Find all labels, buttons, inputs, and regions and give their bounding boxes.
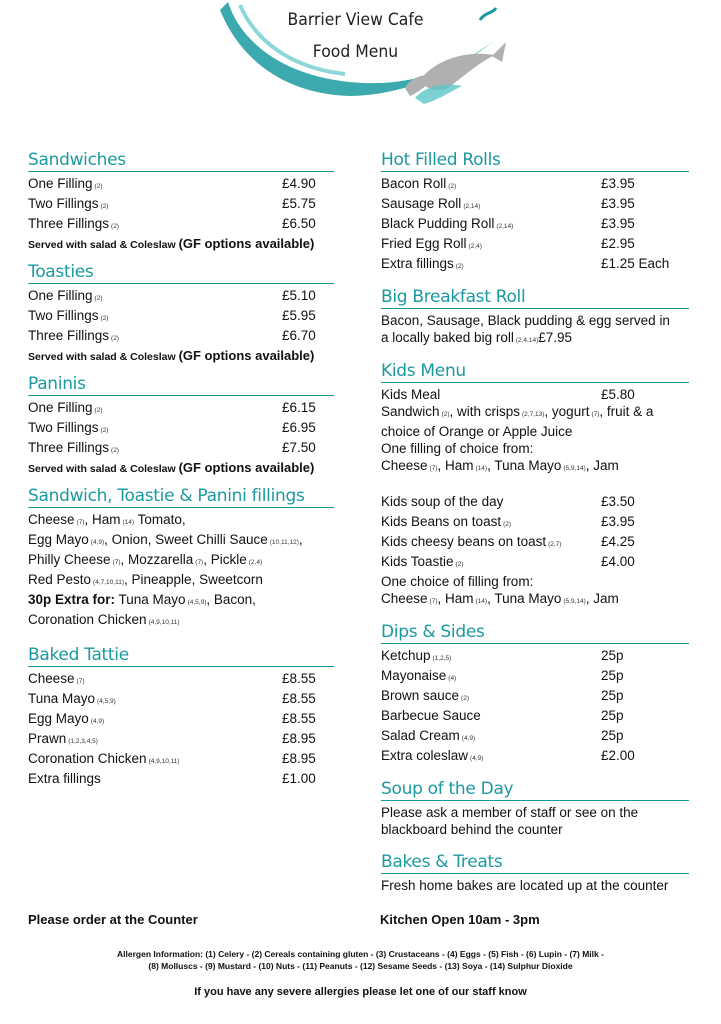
desc-text: a locally baked big roll: [381, 330, 514, 345]
gf-note: (GF options available): [178, 460, 315, 475]
item-price: £3.95: [601, 514, 635, 529]
allergen-code: (4,9): [470, 755, 484, 762]
filling: ,: [298, 532, 303, 547]
allergen-code: (2,14): [463, 203, 481, 210]
item-name: Three Fillings: [28, 216, 110, 231]
item-price: £7.50: [282, 440, 316, 455]
menu-item: [28, 399, 334, 419]
allergen-code: (14): [475, 465, 488, 472]
kids-desc: One choice of filling from:: [381, 574, 534, 589]
gf-note: (GF options available): [178, 236, 315, 251]
item-price: £1.00: [282, 771, 316, 786]
fillings-line: [28, 531, 334, 551]
allergen-code: (2): [455, 263, 464, 270]
allergen-code: (2): [455, 561, 464, 568]
menu-item: [28, 750, 334, 770]
item-price: 25p: [601, 688, 624, 703]
desc-text: , fruit & a: [599, 404, 654, 419]
menu-item: [28, 287, 334, 307]
item-price: £5.95: [282, 308, 316, 323]
item-price: £4.25: [601, 534, 635, 549]
desc-text: , Ham: [437, 591, 474, 606]
item-price: £8.95: [282, 751, 316, 766]
item-price: 25p: [601, 728, 624, 743]
allergy-warning: If you have any severe allergies please let one of our staff know: [194, 986, 527, 998]
item-price: 25p: [601, 648, 624, 663]
fillings-line: [28, 611, 334, 631]
breakfast-desc: Bacon, Sausage, Black pudding & egg served in: [381, 313, 670, 328]
allergen-code: (4,9): [90, 718, 105, 725]
item-name: Tuna Mayo: [28, 691, 96, 706]
item-name: Extra fillings: [381, 256, 454, 271]
allergen-line: (8) Molluscs - (9) Mustard - (10) Nuts - (11) Peanuts - (12) Sesame Seeds - (13) Soya - (14) Sulphur Dioxide: [148, 961, 573, 971]
item-price: 25p: [601, 668, 624, 683]
menu-item: [381, 707, 689, 727]
item-price: £8.55: [282, 711, 316, 726]
section-title: Bakes & Treats: [381, 852, 689, 874]
menu-item: [28, 419, 334, 439]
allergen-code: (2): [94, 183, 103, 190]
item-price: £3.95: [601, 216, 635, 231]
allergen-code: (4,9): [461, 735, 476, 742]
item-price: £2.95: [601, 236, 635, 251]
cafe-name: Barrier View Cafe: [287, 10, 424, 30]
menu-item: [381, 255, 689, 275]
allergen-code: (2): [100, 315, 109, 322]
allergen-code: (2,4): [248, 559, 263, 566]
allergen-info: [0, 948, 721, 972]
filling: , Pickle: [203, 552, 247, 567]
soup-desc: blackboard behind the counter: [381, 822, 563, 837]
filling: , Pineapple, Sweetcorn: [124, 572, 263, 587]
desc-text: , Ham: [437, 458, 474, 473]
allergen-code: (4,5,9): [187, 599, 207, 606]
left-column: [28, 150, 334, 798]
allergen-code: (7): [195, 559, 204, 566]
desc-text: Sandwich: [381, 404, 440, 419]
item-price: £3.50: [601, 494, 635, 509]
filling: Egg Mayo: [28, 532, 89, 547]
item-name: Coronation Chicken: [28, 751, 147, 766]
filling: Coronation Chicken: [28, 612, 147, 627]
item-name: One Filling: [28, 288, 93, 303]
item-price: £3.95: [601, 196, 635, 211]
allergen-code: (2): [111, 447, 119, 454]
item-price: £8.95: [282, 731, 316, 746]
filling: Cheese: [28, 512, 75, 527]
menu-item: [28, 730, 334, 750]
item-name: Prawn: [28, 731, 67, 746]
allergen-code: (2,4): [468, 243, 482, 250]
item-name: Kids Meal: [381, 387, 441, 402]
item-price: 25p: [601, 708, 624, 723]
item-name: Three Fillings: [28, 440, 110, 455]
allergen-code: (1,2,5): [432, 655, 452, 662]
extra-label: 30p Extra for:: [28, 592, 116, 607]
gf-note: (GF options available): [178, 348, 315, 363]
allergen-code: (7): [112, 559, 121, 566]
item-name: Two Fillings: [28, 420, 99, 435]
filling: , Onion, Sweet Chilli Sauce: [104, 532, 268, 547]
item-name: Barbecue Sauce: [381, 708, 481, 723]
filling: Red Pesto: [28, 572, 92, 587]
allergen-code: (2): [448, 183, 457, 190]
allergen-code: (2): [111, 335, 119, 342]
item-price: £6.50: [282, 216, 316, 231]
allergen-code: (2): [100, 427, 109, 434]
allergen-code: (2): [441, 411, 450, 418]
note-text: Served with salad & Coleslaw: [28, 239, 176, 251]
allergen-code: (10,11,12): [269, 539, 299, 546]
paninis-section: [28, 374, 334, 478]
menu-item: [28, 670, 334, 690]
breakfast-desc: [381, 329, 689, 349]
menu-item: [28, 175, 334, 195]
kids-desc: choice of Orange or Apple Juice: [381, 424, 573, 439]
allergen-code: (14): [122, 519, 135, 526]
bakes-section: [381, 852, 689, 894]
section-title: Kids Menu: [381, 361, 689, 383]
served-note: [28, 347, 334, 366]
item-name: Fried Egg Roll: [381, 236, 467, 251]
menu-item: [381, 667, 689, 687]
filling: , Bacon,: [206, 592, 256, 607]
menu-item: [381, 215, 689, 235]
menu-item: [381, 493, 689, 513]
toasties-section: [28, 262, 334, 366]
menu-item: [28, 690, 334, 710]
allergen-line: Allergen Information: (1) Celery - (2) Cereals containing gluten - (3) Crustaceans - (4) Eggs - (5) Fish - (6) Lupin - (7) Milk -: [117, 949, 604, 959]
allergen-code: (2,7,13): [522, 411, 545, 418]
item-name: Brown sauce: [381, 688, 460, 703]
menu-item: [381, 195, 689, 215]
menu-item: [28, 710, 334, 730]
menu-item: [28, 307, 334, 327]
item-name: One Filling: [28, 400, 93, 415]
item-name: Kids Beans on toast: [381, 514, 502, 529]
allergen-code: (2,14): [496, 223, 514, 230]
kids-desc: One filling of choice from:: [381, 441, 534, 456]
item-price: £8.55: [282, 671, 316, 686]
item-name: Bacon Roll: [381, 176, 447, 191]
soup-desc: Please ask a member of staff or see on the: [381, 805, 639, 820]
item-name: Extra coleslaw: [381, 748, 469, 763]
menu-item: [28, 215, 334, 235]
allergen-code: (7): [76, 519, 85, 526]
menu-item: [28, 195, 334, 215]
menu-item: [381, 175, 689, 195]
allergen-code: (5,9,14): [563, 598, 586, 605]
menu-item: [381, 553, 689, 573]
kids-desc: [381, 457, 689, 477]
item-price: £5.10: [282, 288, 316, 303]
item-name: Ketchup: [381, 648, 431, 663]
desc-text: , Tuna Mayo: [487, 458, 562, 473]
filling: Tomato,: [134, 512, 186, 527]
item-name: Kids Toastie: [381, 554, 454, 569]
item-price: £7.95: [538, 330, 573, 345]
menu-item: [381, 747, 689, 767]
section-title: Dips & Sides: [381, 622, 689, 644]
allergen-code: (7): [76, 678, 85, 685]
menu-item: [381, 235, 689, 255]
item-name: Egg Mayo: [28, 711, 89, 726]
item-name: Three Fillings: [28, 328, 110, 343]
section-title: Hot Filled Rolls: [381, 150, 689, 172]
desc-text: , yogurt: [544, 404, 590, 419]
menu-item: [381, 386, 689, 403]
fillings-line: [28, 511, 334, 531]
served-note: [28, 459, 334, 478]
kids-desc: [381, 403, 689, 423]
desc-text: , Tuna Mayo: [487, 591, 562, 606]
item-price: £8.55: [282, 691, 316, 706]
allergen-code: (4,5,9): [97, 698, 116, 705]
item-name: Two Fillings: [28, 308, 99, 323]
dips-sides-section: [381, 622, 689, 767]
allergen-code: (7): [429, 465, 438, 472]
fillings-line: [28, 551, 334, 571]
filling: Tuna Mayo: [115, 592, 186, 607]
menu-item: [381, 533, 689, 553]
filling: Philly Cheese: [28, 552, 111, 567]
allergen-code: (4,7,10,11): [93, 579, 125, 586]
menu-item: [28, 770, 334, 790]
allergen-code: (2): [100, 203, 109, 210]
allergen-code: (2): [111, 223, 119, 230]
kids-desc: [381, 590, 689, 610]
item-price: £1.25 Each: [601, 256, 670, 271]
section-title: Sandwich, Toastie & Panini fillings: [28, 486, 334, 508]
item-name: Sausage Roll: [381, 196, 462, 211]
bakes-desc: Fresh home bakes are located up at the counter: [381, 878, 669, 893]
allergen-code: (7): [429, 598, 438, 605]
item-name: Cheese: [28, 671, 75, 686]
item-name: Kids soup of the day: [381, 494, 504, 509]
soup-section: [381, 779, 689, 838]
allergen-code: (14): [475, 598, 488, 605]
section-title: Sandwiches: [28, 150, 334, 172]
allergen-code: (7): [591, 411, 600, 418]
item-price: £3.95: [601, 176, 635, 191]
item-name: Kids cheesy beans on toast: [381, 534, 547, 549]
item-price: £4.90: [282, 176, 316, 191]
menu-item: [28, 439, 334, 459]
item-price: £6.15: [282, 400, 316, 415]
fillings-section: [28, 486, 334, 631]
baked-tattie-section: [28, 645, 334, 790]
menu-item: [381, 513, 689, 533]
order-note: Please order at the Counter: [28, 912, 198, 927]
menu-item: [381, 727, 689, 747]
desc-text: , Jam: [585, 591, 619, 606]
desc-text: Cheese: [381, 591, 428, 606]
kids-menu-section: [381, 361, 689, 610]
allergen-code: (4): [448, 675, 457, 682]
fillings-line: [28, 571, 334, 591]
section-title: Baked Tattie: [28, 645, 334, 667]
item-name: One Filling: [28, 176, 93, 191]
section-title: Soup of the Day: [381, 779, 689, 801]
item-price: £4.00: [601, 554, 635, 569]
section-title: Big Breakfast Roll: [381, 287, 689, 309]
allergen-code: (2,4,14): [515, 337, 539, 344]
filling: , Ham: [84, 512, 121, 527]
note-text: Served with salad & Coleslaw: [28, 351, 176, 363]
menu-item: [28, 327, 334, 347]
item-price: £5.75: [282, 196, 316, 211]
fillings-line: [28, 591, 334, 611]
allergen-code: (2): [503, 521, 512, 528]
allergen-code: (2): [94, 295, 103, 302]
item-name: Two Fillings: [28, 196, 99, 211]
allergen-code: (4,9): [90, 539, 105, 546]
hot-rolls-section: [381, 150, 689, 275]
allergen-code: (2): [94, 407, 103, 414]
item-price: £5.80: [601, 387, 635, 402]
right-column: [381, 150, 689, 902]
allergen-code: (2): [461, 695, 469, 702]
sandwiches-section: [28, 150, 334, 254]
desc-text: , Jam: [585, 458, 619, 473]
item-price: £2.00: [601, 748, 635, 763]
kitchen-hours: Kitchen Open 10am - 3pm: [380, 912, 540, 927]
item-price: £6.70: [282, 328, 316, 343]
allergen-code: (5,9,14): [563, 465, 586, 472]
item-price: £6.95: [282, 420, 316, 435]
allergen-code: (4,9,10,11): [148, 619, 180, 626]
filling: , Mozzarella: [120, 552, 194, 567]
note-text: Served with salad & Coleslaw: [28, 463, 176, 475]
big-breakfast-section: [381, 287, 689, 349]
menu-item: [381, 687, 689, 707]
menu-item: [381, 647, 689, 667]
allergen-code: (2,7): [548, 541, 562, 548]
section-title: Toasties: [28, 262, 334, 284]
served-note: [28, 235, 334, 254]
desc-text: Cheese: [381, 458, 428, 473]
section-title: Paninis: [28, 374, 334, 396]
desc-text: , with crisps: [449, 404, 521, 419]
allergen-code: (4,9,10,11): [148, 758, 180, 765]
allergen-code: (1,2,3,4,5): [68, 738, 98, 745]
item-name: Salad Cream: [381, 728, 460, 743]
menu-title: Food Menu: [312, 42, 399, 62]
item-name: Mayonaise: [381, 668, 447, 683]
item-name: Black Pudding Roll: [381, 216, 495, 231]
item-name: Extra fillings: [28, 771, 101, 786]
